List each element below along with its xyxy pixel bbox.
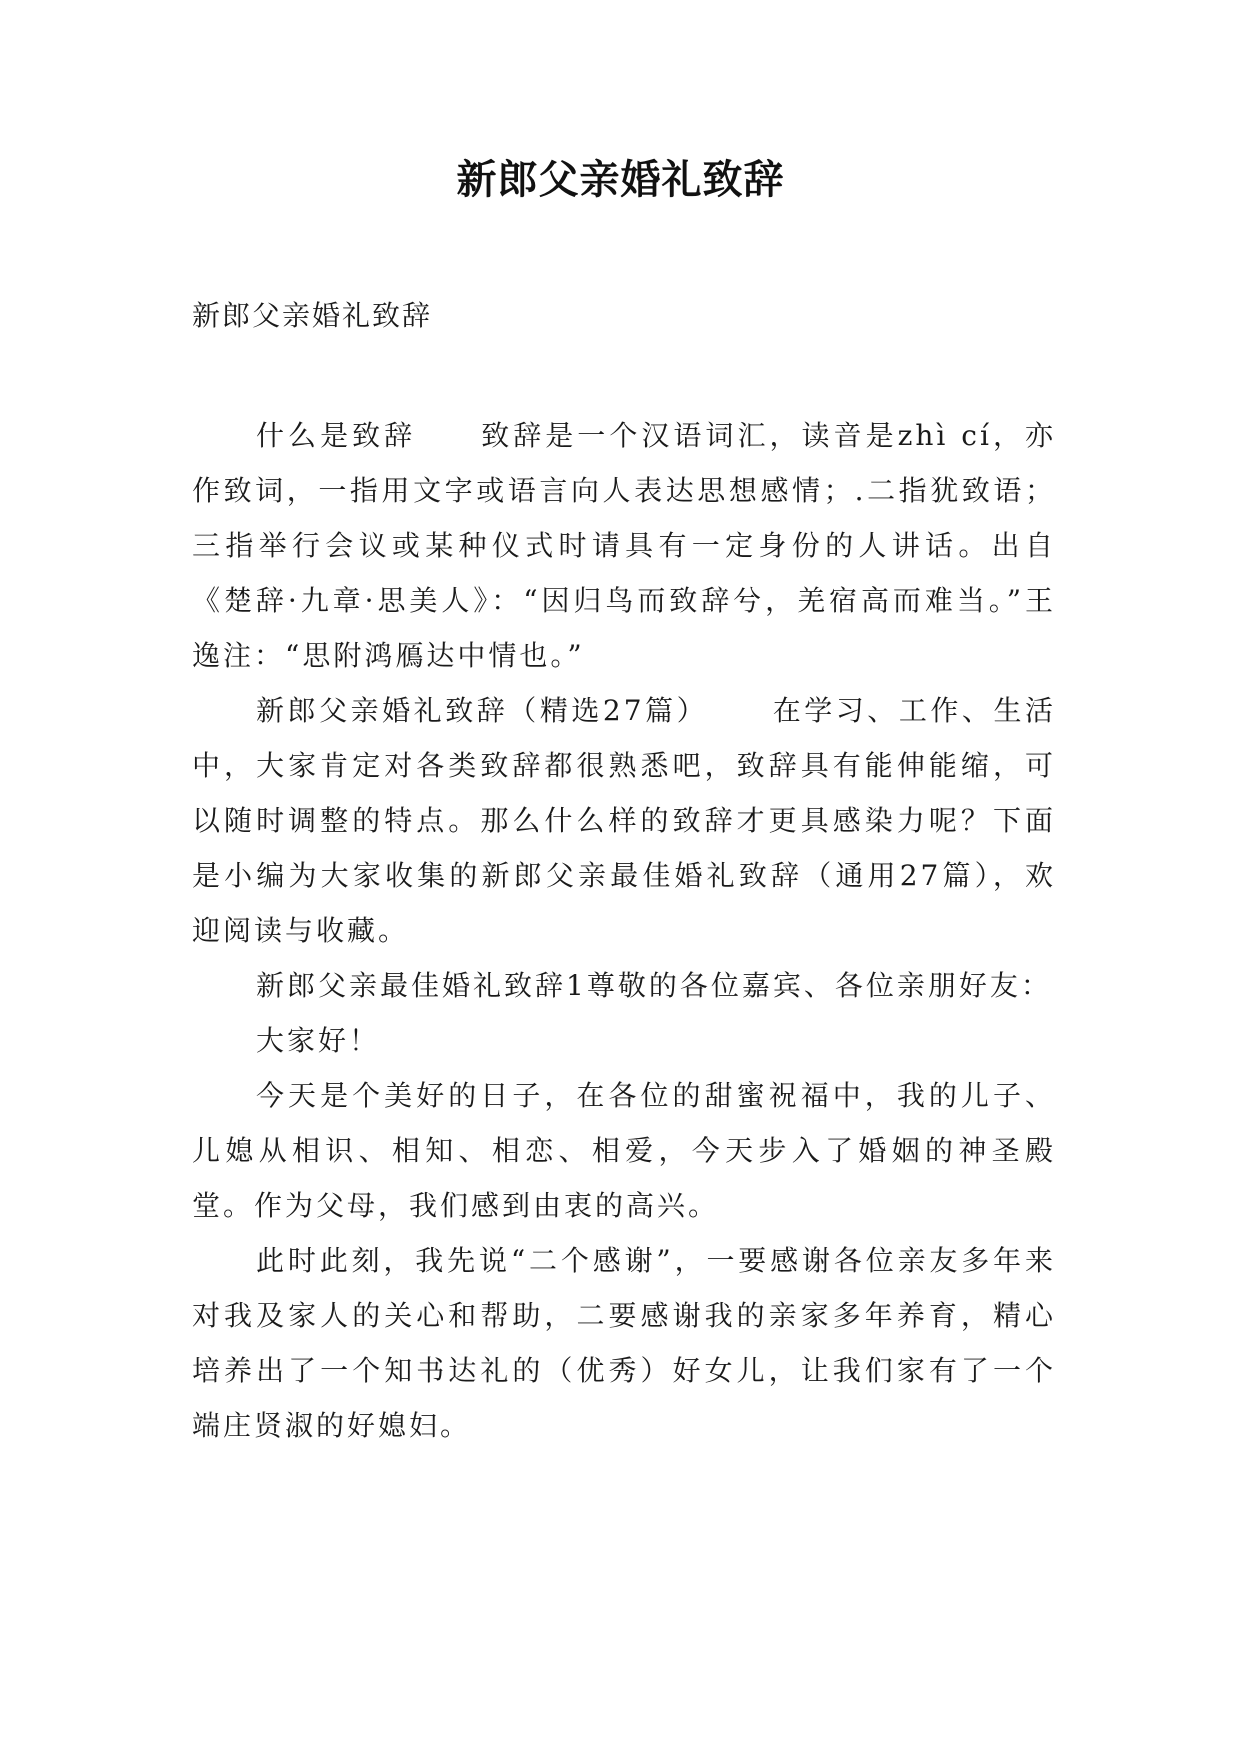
paragraph-lead: 新郎父亲婚礼致辞（精选27篇） bbox=[256, 694, 709, 727]
paragraph-body-1: 今天是个美好的日子，在各位的甜蜜祝福中，我的儿子、儿媳从相识、相知、相恋、相爱，今天步入了婚姻的神圣殿堂。作为父母，我们感到由衷的高兴。 bbox=[192, 1079, 1056, 1222]
paragraph-definition bbox=[192, 408, 1056, 683]
paragraph-greeting-heading: 新郎父亲最佳婚礼致辞1尊敬的各位嘉宾、各位亲朋好友： bbox=[256, 969, 1052, 1002]
paragraph-body-2: 此时此刻，我先说“二个感谢”，一要感谢各位亲友多年来对我及家人的关心和帮助，二要感谢我的亲家多年养育，精心培养出了一个知书达礼的（优秀）好女儿，让我们家有了一个端庄贤淑的好媳妇。 bbox=[192, 1244, 1056, 1442]
document-title: 新郎父亲婚礼致辞 bbox=[456, 157, 785, 203]
paragraph-intro bbox=[192, 683, 1056, 958]
document-body bbox=[192, 408, 1056, 1453]
paragraph-lead: 什么是致辞 bbox=[256, 419, 417, 452]
paragraph-text: 致辞是一个汉语词汇，读音是zhì cí，亦作致词，一指用文字或语言向人表达思想感情；.二指犹致语；三指举行会议或某种仪式时请具有一定身份的人讲话。出自《楚辞·九章·思美人》：“因归鸟而致辞兮，羌宿高而难当。”王逸注：“思附鸿鴈达中情也。” bbox=[192, 419, 1056, 672]
paragraph-greeting: 大家好！ bbox=[256, 1024, 381, 1057]
paragraph-text: 在学习、工作、生活中，大家肯定对各类致辞都很熟悉吧，致辞具有能伸能缩，可以随时调整的特点。那么什么样的致辞才更具感染力呢？下面是小编为大家收集的新郎父亲最佳婚礼致辞（通用27篇），欢迎阅读与收藏。 bbox=[192, 694, 1056, 947]
document-subtitle: 新郎父亲婚礼致辞 bbox=[192, 299, 433, 332]
